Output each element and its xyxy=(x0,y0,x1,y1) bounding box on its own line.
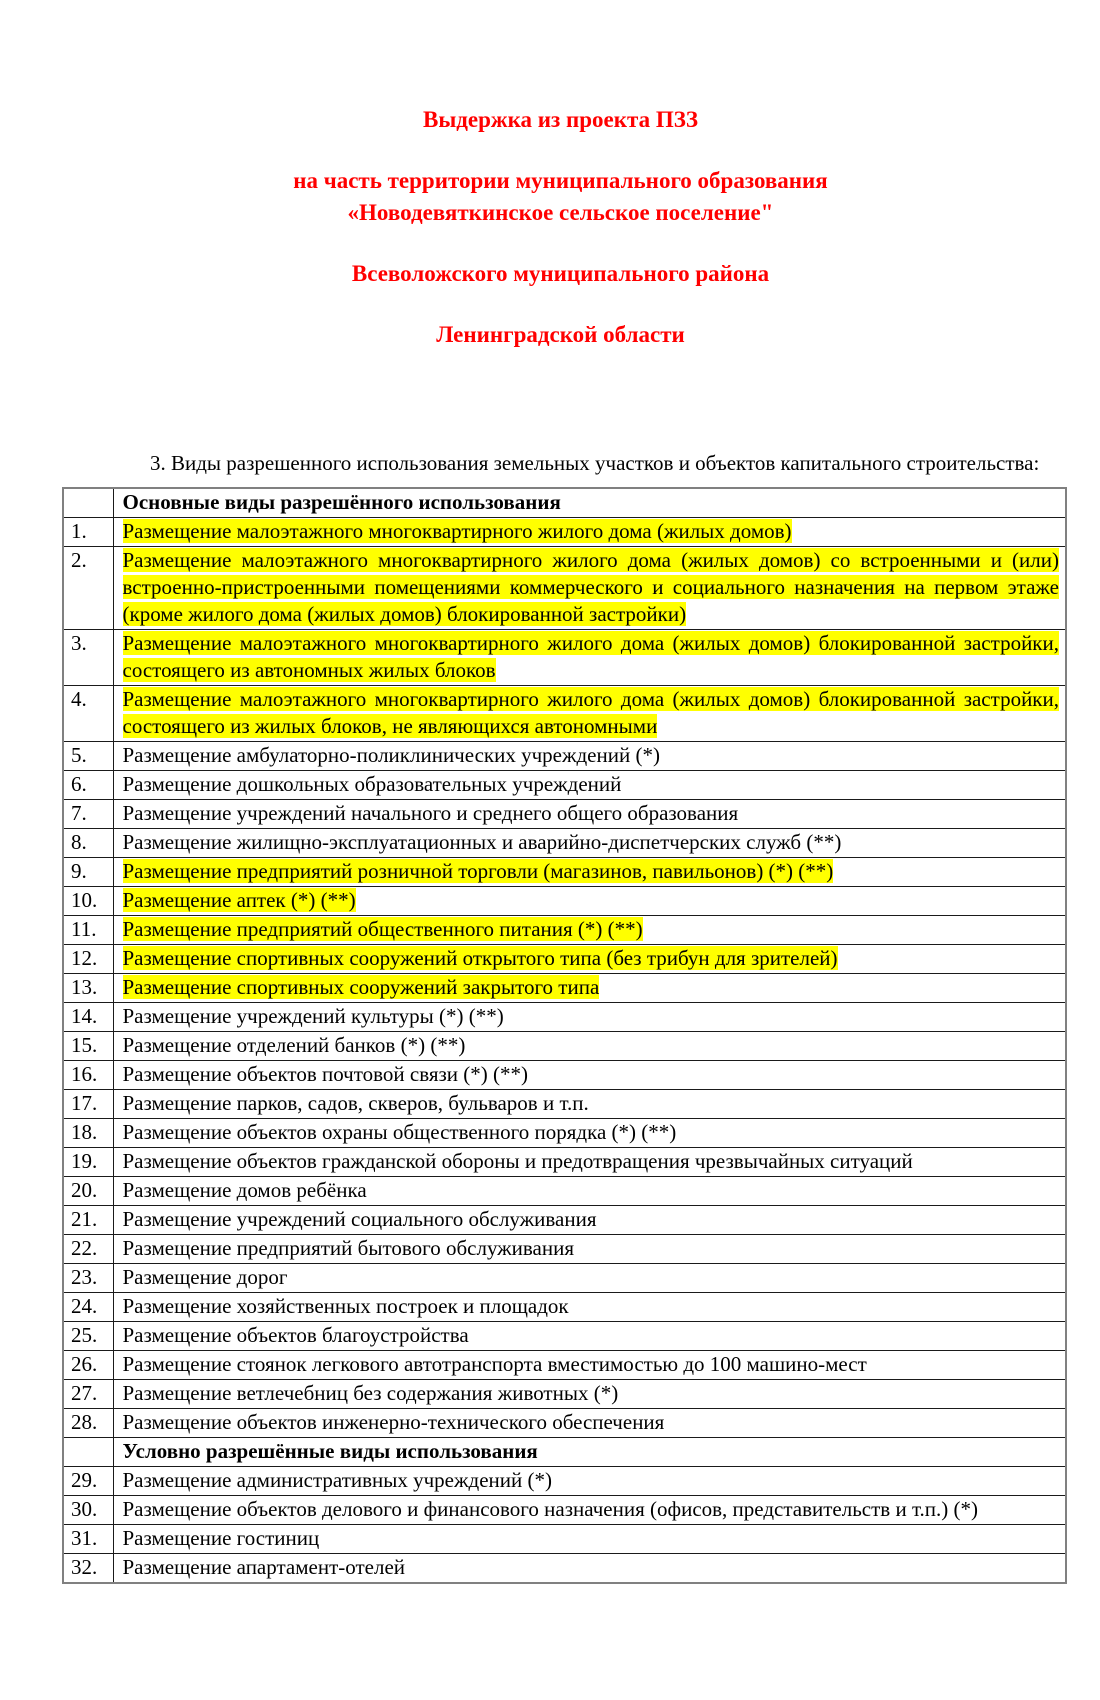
row-text: Размещение административных учреждений (*) xyxy=(113,1467,1066,1496)
row-text: Размещение стоянок легкового автотранспорта вместимостью до 100 машино-мест xyxy=(113,1351,1066,1380)
row-text: Размещение отделений банков (*) (**) xyxy=(113,1032,1066,1061)
table-row xyxy=(63,1177,1066,1206)
table-row xyxy=(63,1264,1066,1293)
text-column xyxy=(76,104,1045,480)
table-row xyxy=(63,1003,1066,1032)
vri-table-body xyxy=(63,488,1066,1583)
row-number: 9. xyxy=(63,858,113,887)
row-number: 19. xyxy=(63,1148,113,1177)
highlighted-text: Размещение малоэтажного многоквартирного жилого дома (жилых домов) блокированной застройки, состоящего из жилых блоков, не являющихся автономными xyxy=(122,687,1059,738)
table-row xyxy=(63,829,1066,858)
row-number: 32. xyxy=(63,1554,113,1584)
row-text xyxy=(113,518,1066,547)
row-text: Размещение дошкольных образовательных учреждений xyxy=(113,771,1066,800)
table-row xyxy=(63,686,1066,742)
table-row xyxy=(63,858,1066,887)
table-row xyxy=(63,1293,1066,1322)
title-line-2: на часть территории муниципального образования xyxy=(293,168,828,193)
row-text: Размещение учреждений культуры (*) (**) xyxy=(113,1003,1066,1032)
intro-paragraph: 3. Виды разрешенного использования земельных участков и объектов капитального строительства: xyxy=(150,451,1040,475)
table-row xyxy=(63,1554,1066,1584)
row-text xyxy=(113,974,1066,1003)
row-number: 31. xyxy=(63,1525,113,1554)
row-number: 16. xyxy=(63,1061,113,1090)
row-number: 17. xyxy=(63,1090,113,1119)
table-row xyxy=(63,742,1066,771)
highlighted-text: Размещение спортивных сооружений закрытого типа xyxy=(122,975,600,999)
row-text xyxy=(113,686,1066,742)
row-text: Размещение объектов делового и финансового назначения (офисов, представительств и т.п.) (*) xyxy=(113,1496,1066,1525)
title-line-5: Ленинградской области xyxy=(436,322,685,347)
row-text: Размещение учреждений начального и среднего общего образования xyxy=(113,800,1066,829)
table-row xyxy=(63,1235,1066,1264)
highlighted-text: Размещение малоэтажного многоквартирного жилого дома (жилых домов) со встроенными и (или) встроенно-пристроенными помещениями коммерческого и социального назначения на первом этаже (кроме жилого дома (жилых домов) блокированной застройки) xyxy=(122,548,1059,626)
row-number: 21. xyxy=(63,1206,113,1235)
document-title-block xyxy=(76,104,1045,351)
row-number: 24. xyxy=(63,1293,113,1322)
table-row xyxy=(63,945,1066,974)
row-number: 23. xyxy=(63,1264,113,1293)
row-number: 15. xyxy=(63,1032,113,1061)
row-text: Размещение объектов инженерно-технического обеспечения xyxy=(113,1409,1066,1438)
row-number: 25. xyxy=(63,1322,113,1351)
table-row xyxy=(63,1351,1066,1380)
row-text: Размещение ветлечебниц без содержания животных (*) xyxy=(113,1380,1066,1409)
table-row xyxy=(63,1090,1066,1119)
table-row xyxy=(63,1496,1066,1525)
row-text: Размещение объектов почтовой связи (*) (**) xyxy=(113,1061,1066,1090)
table-row xyxy=(63,1148,1066,1177)
table-row xyxy=(63,1119,1066,1148)
row-number: 2. xyxy=(63,547,113,630)
row-number xyxy=(63,488,113,518)
table-section-header-row xyxy=(63,1438,1066,1467)
row-number: 13. xyxy=(63,974,113,1003)
table-row xyxy=(63,800,1066,829)
table-row xyxy=(63,916,1066,945)
row-text: Размещение предприятий бытового обслуживания xyxy=(113,1235,1066,1264)
row-text: Размещение учреждений социального обслуживания xyxy=(113,1206,1066,1235)
table-row xyxy=(63,547,1066,630)
table-row xyxy=(63,1467,1066,1496)
row-number: 29. xyxy=(63,1467,113,1496)
table-row xyxy=(63,771,1066,800)
table-section-header-row xyxy=(63,488,1066,518)
highlighted-text: Размещение предприятий розничной торговли (магазинов, павильонов) (*) (**) xyxy=(122,859,834,883)
row-text xyxy=(113,887,1066,916)
section-header-label: Основные виды разрешённого использования xyxy=(113,488,1066,518)
row-number: 12. xyxy=(63,945,113,974)
highlighted-text: Размещение малоэтажного многоквартирного жилого дома (жилых домов) блокированной застройки, состоящего из автономных жилых блоков xyxy=(122,631,1059,682)
highlighted-text: Размещение аптек (*) (**) xyxy=(122,888,356,912)
table-row xyxy=(63,887,1066,916)
row-number: 5. xyxy=(63,742,113,771)
row-text: Размещение гостиниц xyxy=(113,1525,1066,1554)
highlighted-text: Размещение малоэтажного многоквартирного жилого дома (жилых домов) xyxy=(122,519,792,543)
row-number: 27. xyxy=(63,1380,113,1409)
table-row xyxy=(63,1409,1066,1438)
row-text: Размещение хозяйственных построек и площадок xyxy=(113,1293,1066,1322)
permitted-use-table xyxy=(62,487,1067,1584)
highlighted-text: Размещение спортивных сооружений открытого типа (без трибун для зрителей) xyxy=(122,946,838,970)
row-text xyxy=(113,547,1066,630)
row-text: Размещение объектов охраны общественного порядка (*) (**) xyxy=(113,1119,1066,1148)
table-row xyxy=(63,1206,1066,1235)
title-line-1: Выдержка из проекта ПЗЗ xyxy=(422,107,698,132)
row-number: 7. xyxy=(63,800,113,829)
row-number: 20. xyxy=(63,1177,113,1206)
row-text: Размещение домов ребёнка xyxy=(113,1177,1066,1206)
table-row xyxy=(63,1322,1066,1351)
row-text: Размещение объектов благоустройства xyxy=(113,1322,1066,1351)
row-number: 1. xyxy=(63,518,113,547)
row-text: Размещение дорог xyxy=(113,1264,1066,1293)
row-number: 22. xyxy=(63,1235,113,1264)
section-header-label: Условно разрешённые виды использования xyxy=(113,1438,1066,1467)
row-text: Размещение парков, садов, скверов, бульваров и т.п. xyxy=(113,1090,1066,1119)
row-text xyxy=(113,916,1066,945)
highlighted-text: Размещение предприятий общественного питания (*) (**) xyxy=(122,917,643,941)
row-text xyxy=(113,630,1066,686)
table-row xyxy=(63,630,1066,686)
row-text: Размещение амбулаторно-поликлинических учреждений (*) xyxy=(113,742,1066,771)
table-row xyxy=(63,1380,1066,1409)
row-number: 14. xyxy=(63,1003,113,1032)
table-row xyxy=(63,1061,1066,1090)
row-text: Размещение апартамент-отелей xyxy=(113,1554,1066,1584)
row-number: 11. xyxy=(63,916,113,945)
title-line-3: «Новодевяткинское сельское поселение" xyxy=(347,200,774,225)
table-row xyxy=(63,518,1066,547)
table-row xyxy=(63,1032,1066,1061)
row-number: 10. xyxy=(63,887,113,916)
table-row xyxy=(63,1525,1066,1554)
title-line-4: Всеволожского муниципального района xyxy=(351,261,770,286)
row-number: 8. xyxy=(63,829,113,858)
row-number xyxy=(63,1438,113,1467)
row-text: Размещение жилищно-эксплуатационных и аварийно-диспетчерских служб (**) xyxy=(113,829,1066,858)
row-number: 28. xyxy=(63,1409,113,1438)
row-number: 30. xyxy=(63,1496,113,1525)
title-paragraph-2 xyxy=(76,165,1045,229)
row-number: 6. xyxy=(63,771,113,800)
row-text xyxy=(113,945,1066,974)
table-row xyxy=(63,974,1066,1003)
row-text: Размещение объектов гражданской обороны и предотвращения чрезвычайных ситуаций xyxy=(113,1148,1066,1177)
row-number: 18. xyxy=(63,1119,113,1148)
row-number: 3. xyxy=(63,630,113,686)
row-text xyxy=(113,858,1066,887)
row-number: 4. xyxy=(63,686,113,742)
row-number: 26. xyxy=(63,1351,113,1380)
